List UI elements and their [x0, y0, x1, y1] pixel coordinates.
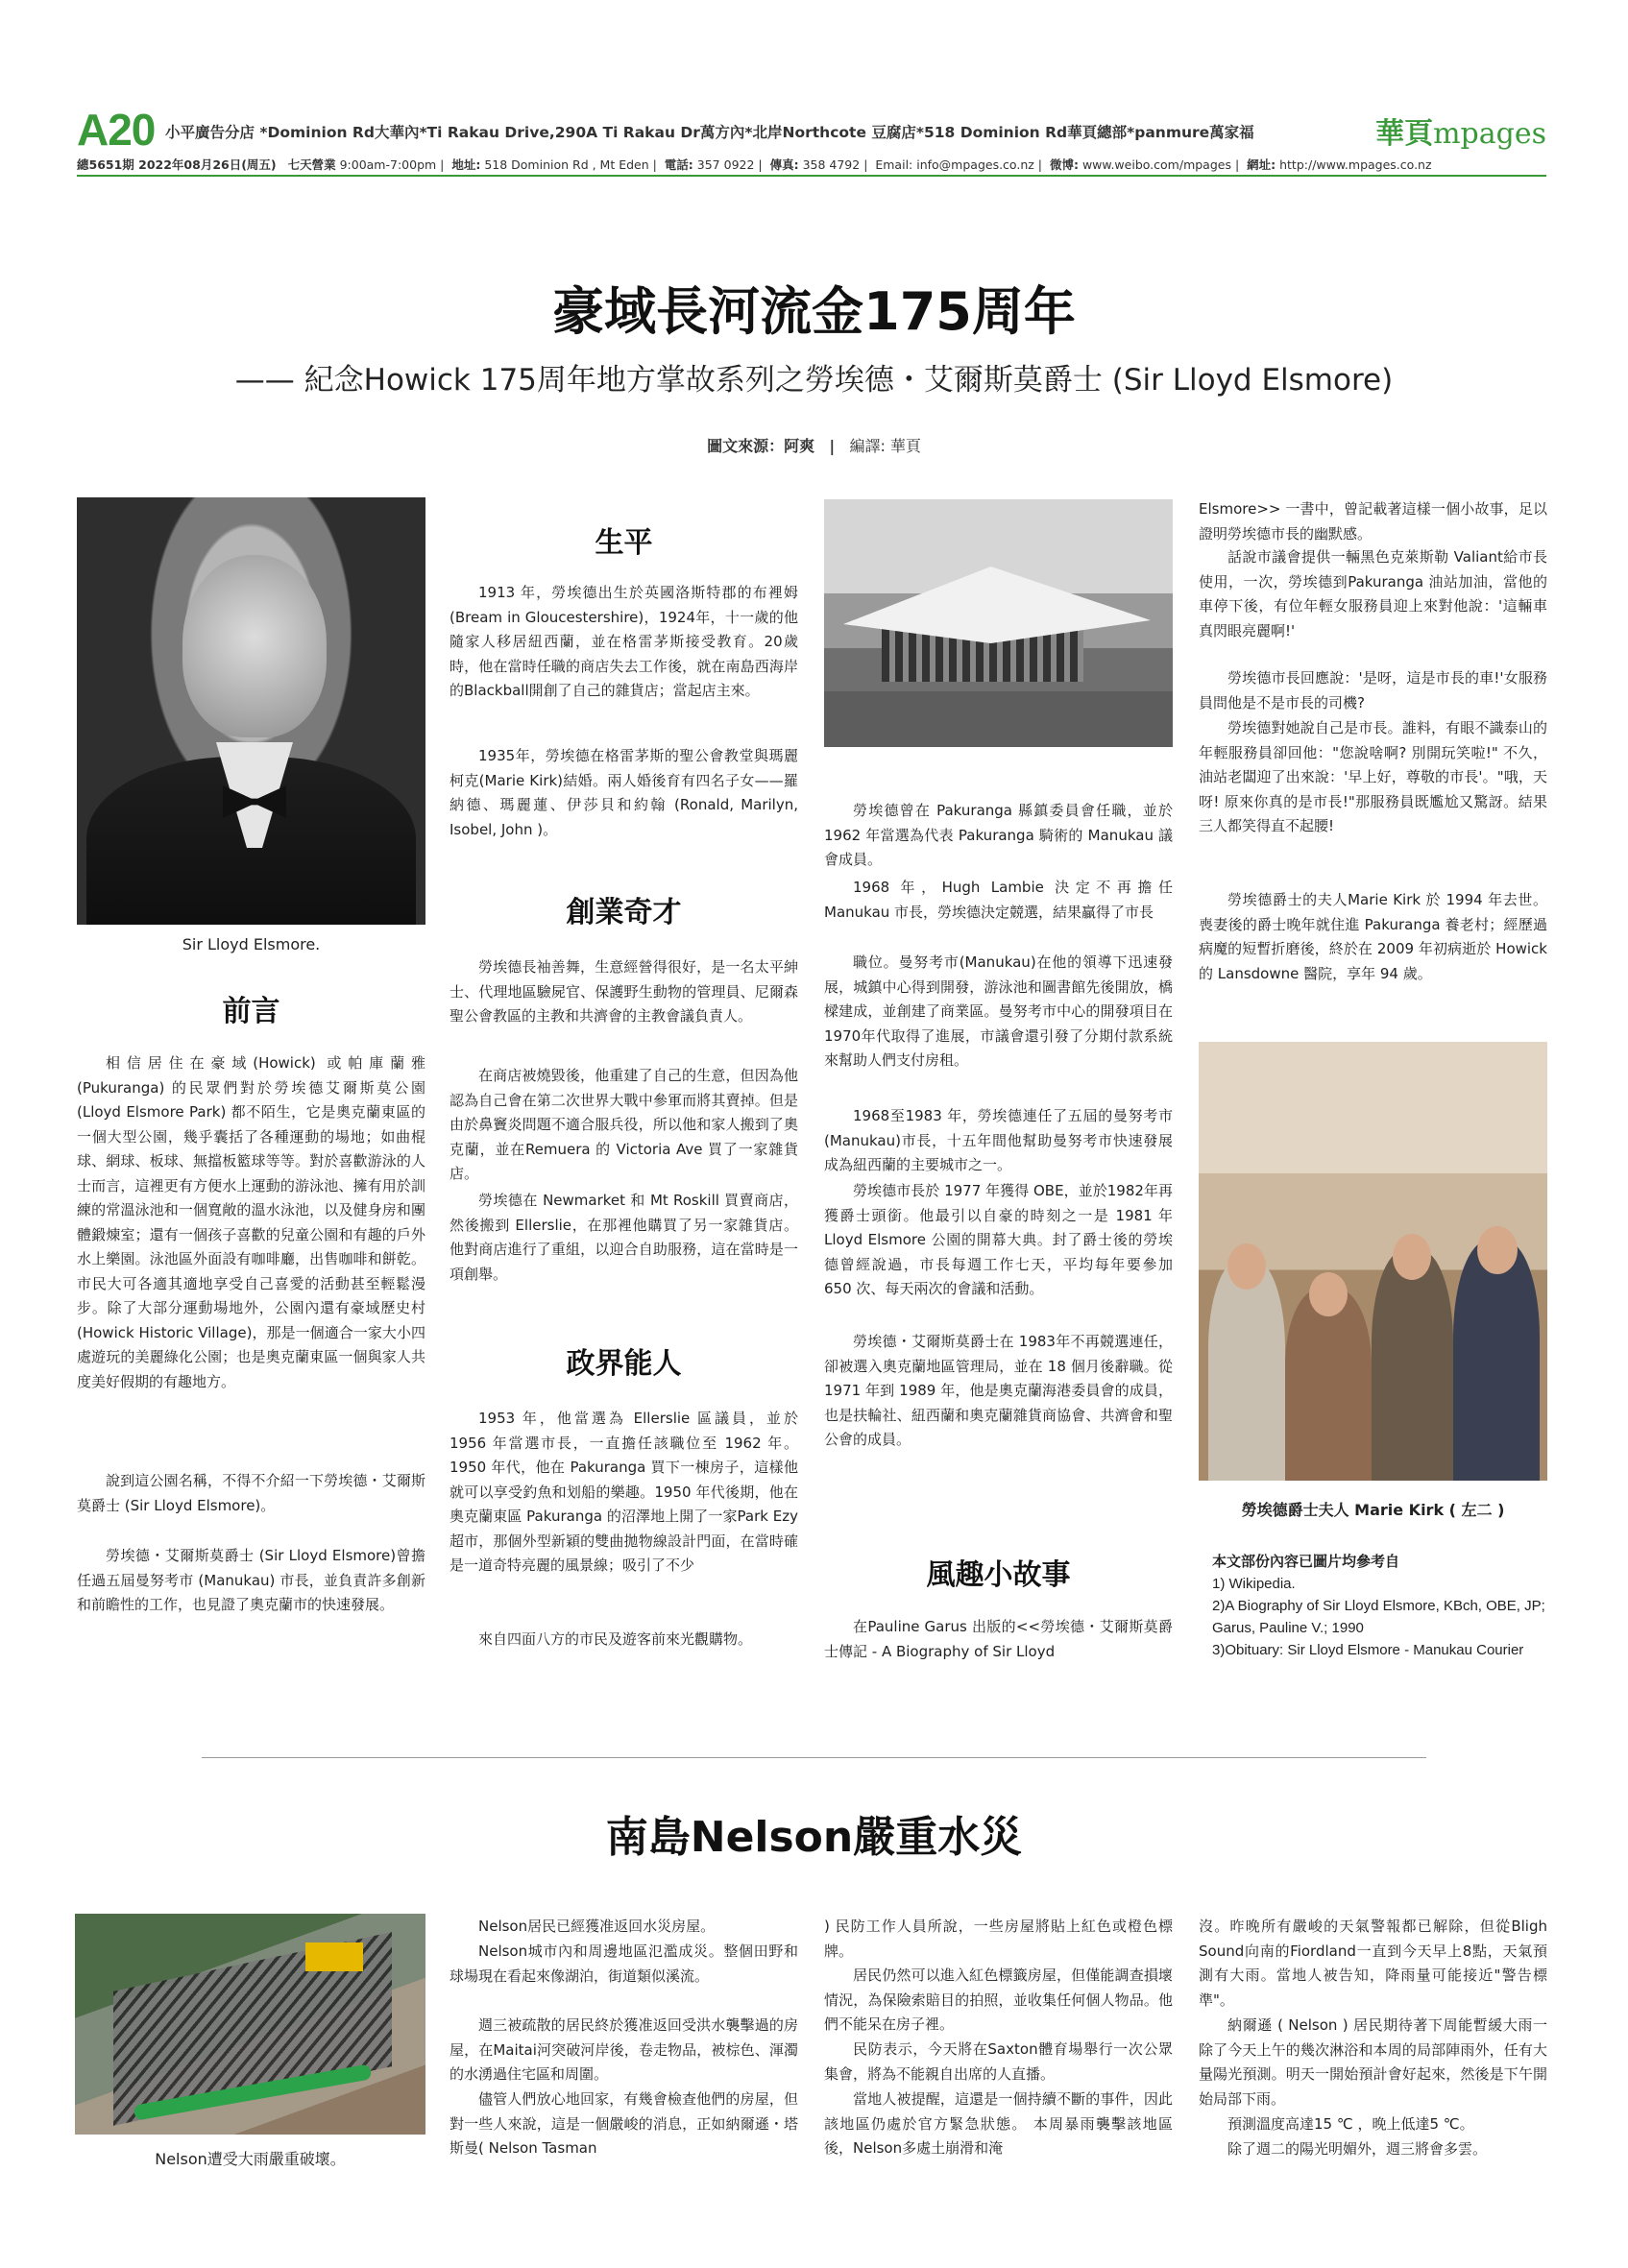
a2-col1-para-2: Nelson城市內和周邊地區氾濫成災。整個田野和球場現在看起來像湖泊，街道類似溪流。 — [450, 1942, 798, 1985]
phone: 357 0922 — [696, 157, 755, 172]
references-title: 本文部份內容已圖片均參考自 — [1212, 1554, 1400, 1570]
a2-col2-para-3: 民防表示，今天將在Saxton體育場舉行一次公眾集會，將為不能親自出席的人直播。 — [824, 2040, 1173, 2083]
fax-label: 傳真: — [769, 157, 799, 172]
hours: 9:00am-7:00pm — [339, 157, 437, 172]
group-caption: 勞埃德爵士夫人 Marie Kirk ( 左二 ) — [1241, 1501, 1505, 1519]
col4-para-5: 勞埃德爵士的夫人Marie Kirk 於 1994 年去世。喪妻後的爵士晚年就住進 Pakuranga 養老村；經歷過病魔的短暫折磨後，終於在 2009 年初病逝於 Howick 的 Lansdowne 醫院，享年 94 歲。 — [1199, 891, 1547, 982]
foreword-para-2: 說到這公園名稱，不得不介紹一下勞埃德・艾爾斯莫爵士 (Sir Lloyd Elsmore)。 — [77, 1472, 425, 1514]
politics-para-1: 1953 年，他當選為 Ellerslie 區議員，並於 1956 年當選市長，一直擔任該職位至 1962 年。1950 年代，他在 Pakuranga 買下一棟房子，這樣他就可以享受釣魚和划船的樂趣。1950 年代後期，他在奧克蘭東區 Pakuranga 的沼澤地上開了一家Park Ezy超市，那個外型新穎的雙曲拋物線設計門面，在當時確是一道奇特亮麗的風景線；吸引了不少 — [450, 1410, 798, 1574]
heading-business: 創業奇才 — [566, 896, 682, 929]
article-separator — [202, 1757, 1426, 1758]
col3-para-4: 1968至1983 年，勞埃德連任了五屆的曼努考市(Manukau)市長，十五年間他幫助曼努考市快速發展成為紐西蘭的主要城市之一。 — [824, 1107, 1173, 1173]
col4-para-2: 話說市議會提供一輛黑色克萊斯勒 Valiant給市長使用，一次，勞埃德到Pakuranga 油站加油，當他的車停下後，有位年輕女服務員迎上來對他說：'這輛車真閃眼亮麗啊!' — [1199, 548, 1547, 639]
fax: 358 4792 — [802, 157, 861, 172]
col3-para-6: 勞埃德・艾爾斯莫爵士在 1983年不再競選連任，卻被選入奧克蘭地區管理局，並在 18 個月後辭職。從 1971 年到 1989 年，他是奧克蘭海港委員會的成員，也是扶輪社、紐西蘭和奧克蘭雜貨商協會、共濟會和聖公會的成員。 — [824, 1333, 1173, 1448]
col4-para-3: 勞埃德市長回應說：'是呀，這是市長的車!'女服務員問他是不是市長的司機? — [1199, 669, 1547, 712]
foreword-para-1: 相信居住在豪域(Howick) 或帕庫蘭雅(Pukuranga) 的民眾們對於勞埃德艾爾斯莫公園 (Lloyd Elsmore Park) 都不陌生，它是奧克蘭東區的一個大型公園，幾乎囊括了各種運動的場地；如曲棍球、網球、板球、無擋板籃球等等。對於喜歡游泳的人士而言，這裡更有方便水上運動的游泳池、擁有用於訓練的常溫泳池和一個寬敞的溫水泳池，以及健身房和團體鍛煉室；還有一個孩子喜歡的兒童公園和有趣的戶外水上樂園。泳池區外面設有咖啡廳，出售咖啡和餅乾。市民大可各適其適地享受自己喜愛的活動甚至輕鬆漫步。除了大部分運動場地外，公園內還有豪域歷史村(Howick Historic Village)，那是一個適合一家大小四處遊玩的美麗綠化公園；也是奧克蘭東區一個與家人共度美好假期的有趣地方。 — [77, 1054, 425, 1390]
heading-anecdotes: 風趣小故事 — [926, 1558, 1071, 1592]
web-label: 網址: — [1247, 157, 1276, 172]
reference-2: 2)A Biography of Sir Lloyd Elsmore, KBch, OBE, JP; Garus, Pauline V.; 1990 — [1212, 1598, 1545, 1636]
portrait-caption: Sir Lloyd Elsmore. — [182, 935, 321, 953]
business-para-2: 在商店被燒毀後，他重建了自己的生意，但因為他認為自己會在第二次世界大戰中參軍而將其賣掉。但是由於鼻竇炎問題不適合服兵役，所以他和家人搬到了奧克蘭，並在Remuera 的 Victoria Ave 買了一家雜貨店。 — [450, 1067, 798, 1182]
a2-col1-para-3: 週三被疏散的居民終於獲准返回受洪水襲擊過的房屋，在Maitai河突破河岸後，卷走物品，被棕色、渾濁的水湧過住宅區和周圍。 — [450, 2016, 798, 2083]
heading-life: 生平 — [595, 526, 653, 560]
address-label: 地址: — [451, 157, 481, 172]
credit-source: 圖文來源：阿爽 — [707, 437, 815, 455]
branch-list: 小平廣告分店 *Dominion Rd大華內*Ti Rakau Drive,290A Ti Rakau Dr萬方內*北岸Northcote 豆腐店*518 Dominion Rd華頁總部*panmure萬家福 — [165, 124, 1254, 141]
foreword-para-3: 勞埃德・艾爾斯莫爵士 (Sir Lloyd Elsmore)曾擔任過五屆曼努考市 (Manukau) 市長，並負責許多創新和前瞻性的工作，也見證了奧克蘭市的快速發展。 — [77, 1547, 425, 1613]
life-para-2: 1935年，勞埃德在格雷茅斯的聖公會教堂與瑪麗柯克(Marie Kirk)結婚。兩人婚後育有四名子女——羅納德、瑪麗蓮、伊莎貝和約翰 (Ronald, Marilyn, Isobel, John )。 — [450, 747, 798, 838]
logo-cjk: 華頁 — [1375, 117, 1434, 151]
reference-3: 3)Obituary: Sir Lloyd Elsmore - Manukau Courier — [1212, 1642, 1524, 1658]
heading-politics: 政界能人 — [566, 1347, 682, 1381]
issue-info: 總5651期 2022年08月26日(周五) — [77, 157, 277, 172]
life-para-1: 1913 年，勞埃德出生於英國洛斯特郡的布裡姆 (Bream in Gloucestershire)，1924年，十一歲的他隨家人移居紐西蘭，並在格雷茅斯接受教育。20歲時，他在當時任職的商店失去工作後，就在南島西海岸的Blackball開創了自己的雜貨店；當起店主來。 — [450, 584, 798, 699]
col3-para-1: 勞埃德曾在 Pakuranga 縣鎮委員會任職，並於 1962 年當選為代表 Pakuranga 騎術的 Manukau 議會成員。 — [824, 802, 1173, 868]
article1-subtitle: —— 紀念Howick 175周年地方掌故系列之勞埃德・艾爾斯莫爵士 (Sir Lloyd Elsmore) — [234, 363, 1394, 398]
info-line: 總5651期 2022年08月26日(周五) 七天營業 9:00am-7:00pm | 地址: 518 Dominion Rd , Mt Eden | 電話: 357 0922 | 傳真: 358 4792 | Email: info@mpages.co.nz | 微博: www.weibo.com/mpages | 網址: http://www.mpages.co.nz — [77, 157, 1432, 172]
business-para-1: 勞埃德長袖善舞，生意經營得很好，是一名太平紳士、代理地區驗屍官、保護野生動物的管理員、尼爾森聖公會教區的主教和共濟會的主教會議負責人。 — [450, 958, 798, 1025]
logo-text: mpages — [1433, 117, 1546, 151]
address: 518 Dominion Rd , Mt Eden — [484, 157, 649, 172]
reference-1: 1) Wikipedia. — [1212, 1576, 1296, 1592]
col4-para-4: 勞埃德對她說自己是市長。誰料，有眼不識泰山的年輕服務員卻回他："您說啥啊? 別開玩笑啦!" 不久，油站老闆迎了出來說：'早上好，尊敬的市長'。"哦，天呀! 原來你真的是市長!"那服務員既尷尬又驚訝。結果三人都笑得直不起腰! — [1199, 719, 1547, 834]
flood-caption: Nelson遭受大雨嚴重破壞。 — [155, 2150, 346, 2168]
weibo-label: 微博: — [1049, 157, 1079, 172]
a2-col1-para-4: 儘管人們放心地回家，有幾會檢查他們的房屋，但對一些人來說，這是一個嚴峻的消息，正如納爾遜・塔斯曼( Nelson Tasman — [450, 2090, 798, 2157]
a2-col2-para-4: 當地人被提醒，這還是一個持續不斷的事件，因此該地區仍處於官方緊急狀態。 本周暴雨襲擊該地區後，Nelson多處土崩滑和淹 — [824, 2090, 1173, 2157]
article1-title: 豪域長河流金175周年 — [552, 281, 1076, 342]
a2-col3-para-4: 除了週二的陽光明媚外，週三將會多雲。 — [1227, 2140, 1488, 2158]
weibo[interactable]: www.weibo.com/mpages — [1081, 157, 1231, 172]
col3-para-2: 1968 年，Hugh Lambie 決定不再擔任Manukau 市長，勞埃德決定競選，結果贏得了市長 — [824, 879, 1173, 921]
flood-photo — [75, 1914, 425, 2135]
article1-credit — [0, 434, 1628, 456]
credit-translate: 編譯: 華頁 — [849, 437, 921, 455]
page-header — [77, 104, 1546, 181]
a2-col1-para-1: Nelson居民已經獲准返回水災房屋。 — [478, 1918, 716, 1935]
col4-para-1: Elsmore>> 一書中，曾記載著這樣一個小故事，足以證明勞埃德市長的幽默感。 — [1199, 500, 1547, 543]
website[interactable]: http://www.mpages.co.nz — [1279, 157, 1432, 172]
heading-foreword: 前言 — [222, 995, 280, 1028]
a2-col3-para-2: 納爾遜 ( Nelson ) 居民期待著下周能暫緩大雨一除了今天上午的幾次淋浴和本周的局部陣雨外，任有大量陽光預測。明天一開始預計會好起來，然後是下午開始局部下雨。 — [1199, 2016, 1547, 2108]
building-photo — [824, 499, 1173, 747]
header-rule — [77, 175, 1546, 177]
a2-col2-para-1: ) 民防工作人員所說，一些房屋將貼上紅色或橙色標牌。 — [824, 1918, 1173, 1960]
col3-para-3: 職位。曼努考市(Manukau)在他的領導下迅速發展，城鎮中心得到開發，游泳池和圖書館先後開放，橋樑建成，並創建了商業區。曼努考市中心的開發項目在1970年代取得了進展，市議會還引發了分期付款系統來幫助人們支付房租。 — [824, 953, 1173, 1069]
email[interactable]: Email: info@mpages.co.nz — [875, 157, 1034, 172]
phone-label: 電話: — [664, 157, 693, 172]
hours-label: 七天營業 — [287, 157, 336, 172]
anecdote-para-1: 在Pauline Garus 出版的<<勞埃德・艾爾斯莫爵士傳記 - A Biography of Sir Lloyd — [824, 1618, 1173, 1660]
col3-para-5: 勞埃德市長於 1977 年獲得 OBE，並於1982年再獲爵士頭銜。他最引以自豪的時刻之一是 1981 年 Lloyd Elsmore 公園的開幕大典。封了爵士後的勞埃德曾經說過，市長每週工作七天，平均每年要參加 650 次、每天兩次的會議和活動。 — [824, 1182, 1173, 1297]
a2-col3-para-1: 沒。昨晚所有嚴峻的天氣警報都已解除，但從Bligh Sound向南的Fiordland一直到今天早上8點，天氣預測有大雨。當地人被告知，降雨量可能接近"警告標準"。 — [1199, 1918, 1547, 2009]
page-number: A20 — [77, 105, 156, 155]
portrait-photo — [77, 497, 425, 925]
group-photo — [1199, 1042, 1547, 1481]
article2-title: 南島Nelson嚴重水災 — [605, 1813, 1023, 1862]
credit-sep: | — [829, 437, 836, 455]
references — [1212, 1551, 1548, 1661]
politics-para-2: 來自四面八方的市民及遊客前來光觀購物。 — [478, 1630, 753, 1648]
a2-col3-para-3: 預測溫度高達15 ℃ ，晚上低達5 ℃。 — [1227, 2115, 1474, 2133]
mpages-logo — [1375, 109, 1546, 152]
a2-col2-para-2: 居民仍然可以進入紅色標籤房屋，但僅能調查損壞情況，為保險索賠目的拍照，並收集任何個人物品。他們不能呆在房子裡。 — [824, 1966, 1173, 2033]
business-para-3: 勞埃德在 Newmarket 和 Mt Roskill 買賣商店，然後搬到 Ellerslie，在那裡他購買了另一家雜貨店。他對商店進行了重組，以迎合自助服務，這在當時是一項創舉。 — [450, 1192, 798, 1283]
